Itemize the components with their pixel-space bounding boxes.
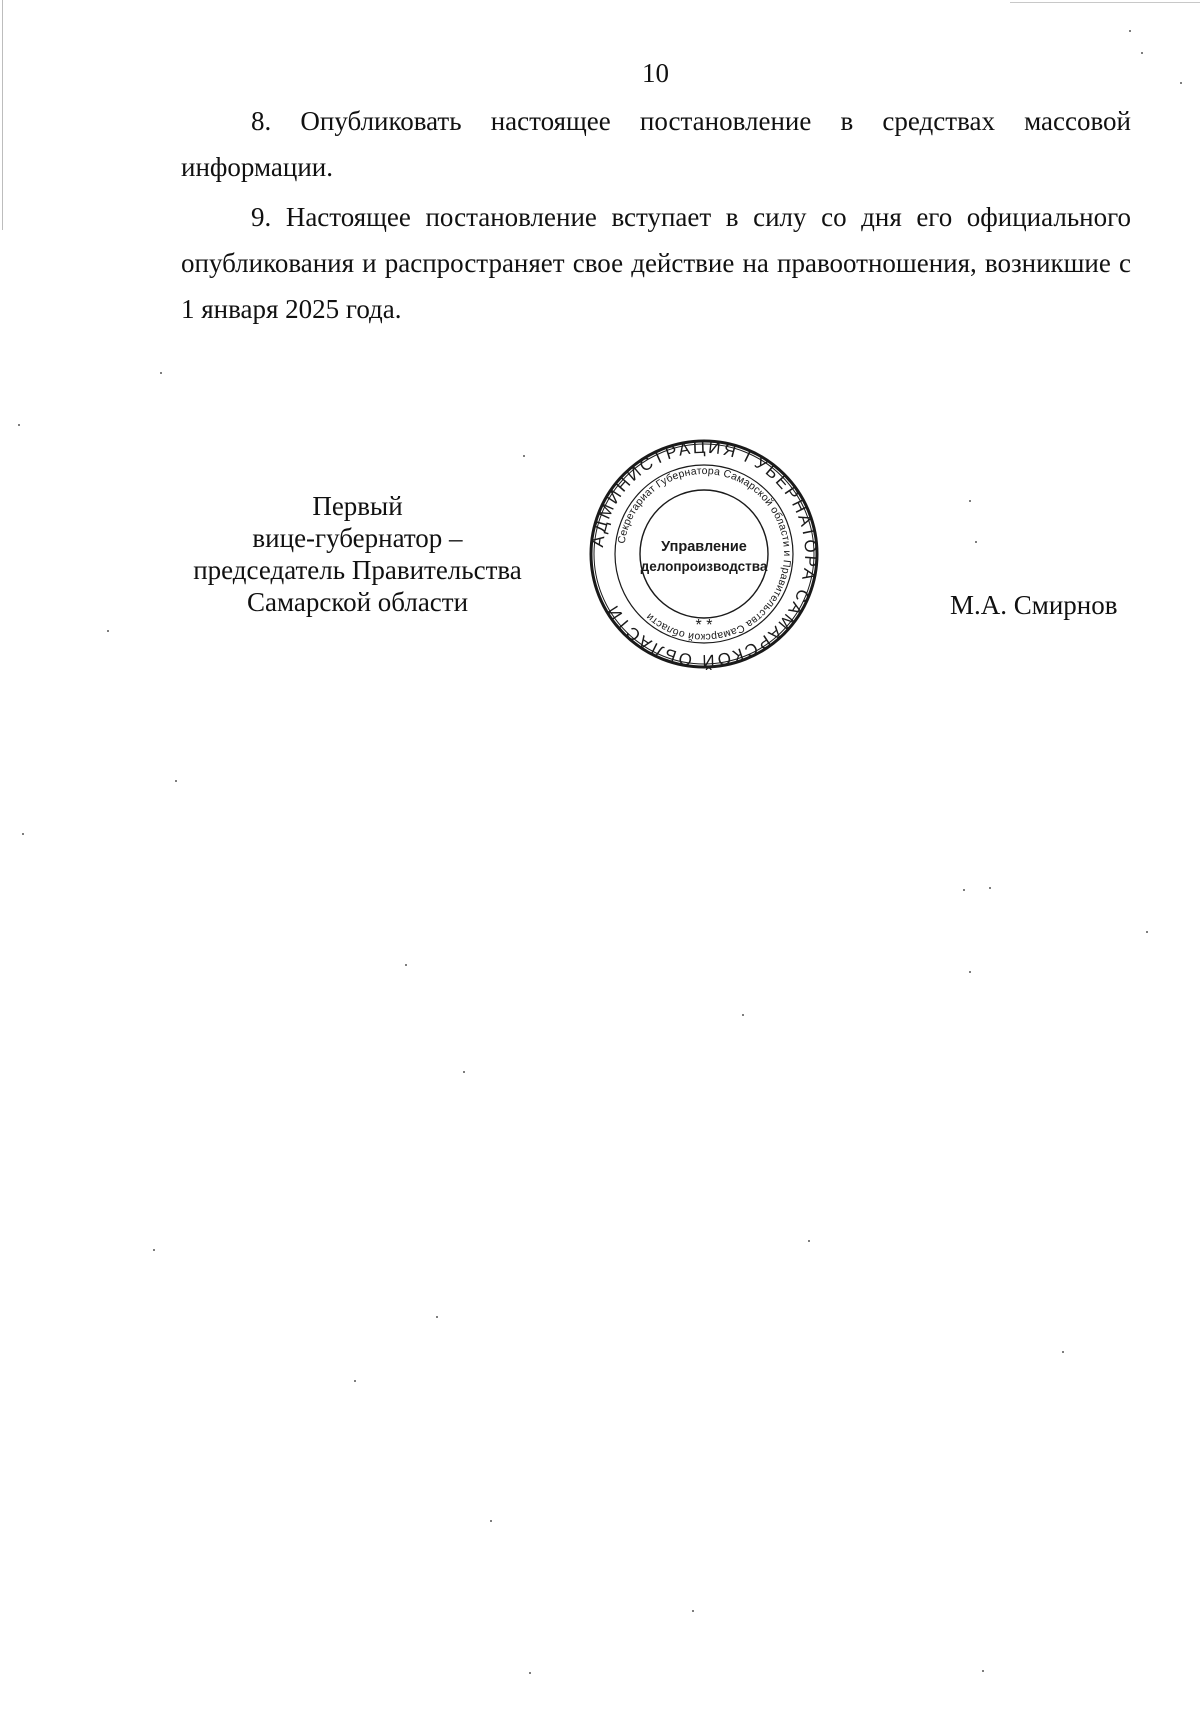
paragraph-9: 9. Настоящее постановление вступает в силу со дня его официального опубликования и распространяет свое действие на правоотношения, возникшие с 1 января 2025 года. [181, 202, 1131, 324]
scan-edge-top [1010, 2, 1200, 3]
scan-speck [975, 541, 977, 543]
scan-speck [808, 1240, 810, 1242]
scan-speck [523, 455, 525, 457]
scan-speck [1180, 82, 1182, 84]
scan-speck [175, 780, 177, 782]
scan-speck [22, 833, 24, 835]
scan-speck [1146, 931, 1148, 933]
position-line: Первый [312, 491, 403, 521]
scan-speck [1129, 30, 1131, 32]
scan-speck [153, 1249, 155, 1251]
seal-inner-text: Секретариат Губернатора Самарской области и Правительства Самарской области [615, 464, 794, 644]
paragraph-8: 8. Опубликовать настоящее постановление в средствах массовой информации. [181, 106, 1131, 182]
position-line: вице-губернатор – [252, 523, 463, 553]
scan-speck [18, 424, 20, 426]
scan-speck [354, 1380, 356, 1382]
scan-edge-left [2, 0, 3, 230]
scan-speck [529, 1672, 531, 1674]
signatory-position [170, 490, 545, 618]
position-line: председатель Правительства [193, 555, 522, 585]
scan-speck [463, 1071, 465, 1073]
seal-center-line1: Управление [661, 539, 747, 555]
signatory-name: М.А. Смирнов [950, 590, 1118, 620]
scan-speck [1141, 52, 1143, 54]
seal-center-line2: делопроизводства [640, 559, 768, 574]
scan-speck [160, 372, 162, 374]
scan-speck [405, 964, 407, 966]
scan-speck [742, 1014, 744, 1016]
scan-speck [982, 1670, 984, 1672]
seal-outer-text: АДМИНИСТРАЦИЯ ГУБЕРНАТОРА САМАРСКОЙ ОБЛАСТИ [588, 438, 820, 670]
scan-speck [989, 887, 991, 889]
scan-speck [963, 889, 965, 891]
scan-speck [490, 1520, 492, 1522]
seal-star: * * [695, 617, 713, 634]
position-line: Самарской области [246, 587, 469, 617]
scan-speck [436, 1316, 438, 1318]
scan-speck [1062, 1351, 1064, 1353]
scan-speck [969, 971, 971, 973]
official-seal-stamp [588, 438, 820, 670]
page-number: 10 [642, 58, 669, 88]
scan-speck [107, 630, 109, 632]
document-body [181, 98, 1131, 336]
scan-speck [692, 1610, 694, 1612]
scan-speck [969, 500, 971, 502]
